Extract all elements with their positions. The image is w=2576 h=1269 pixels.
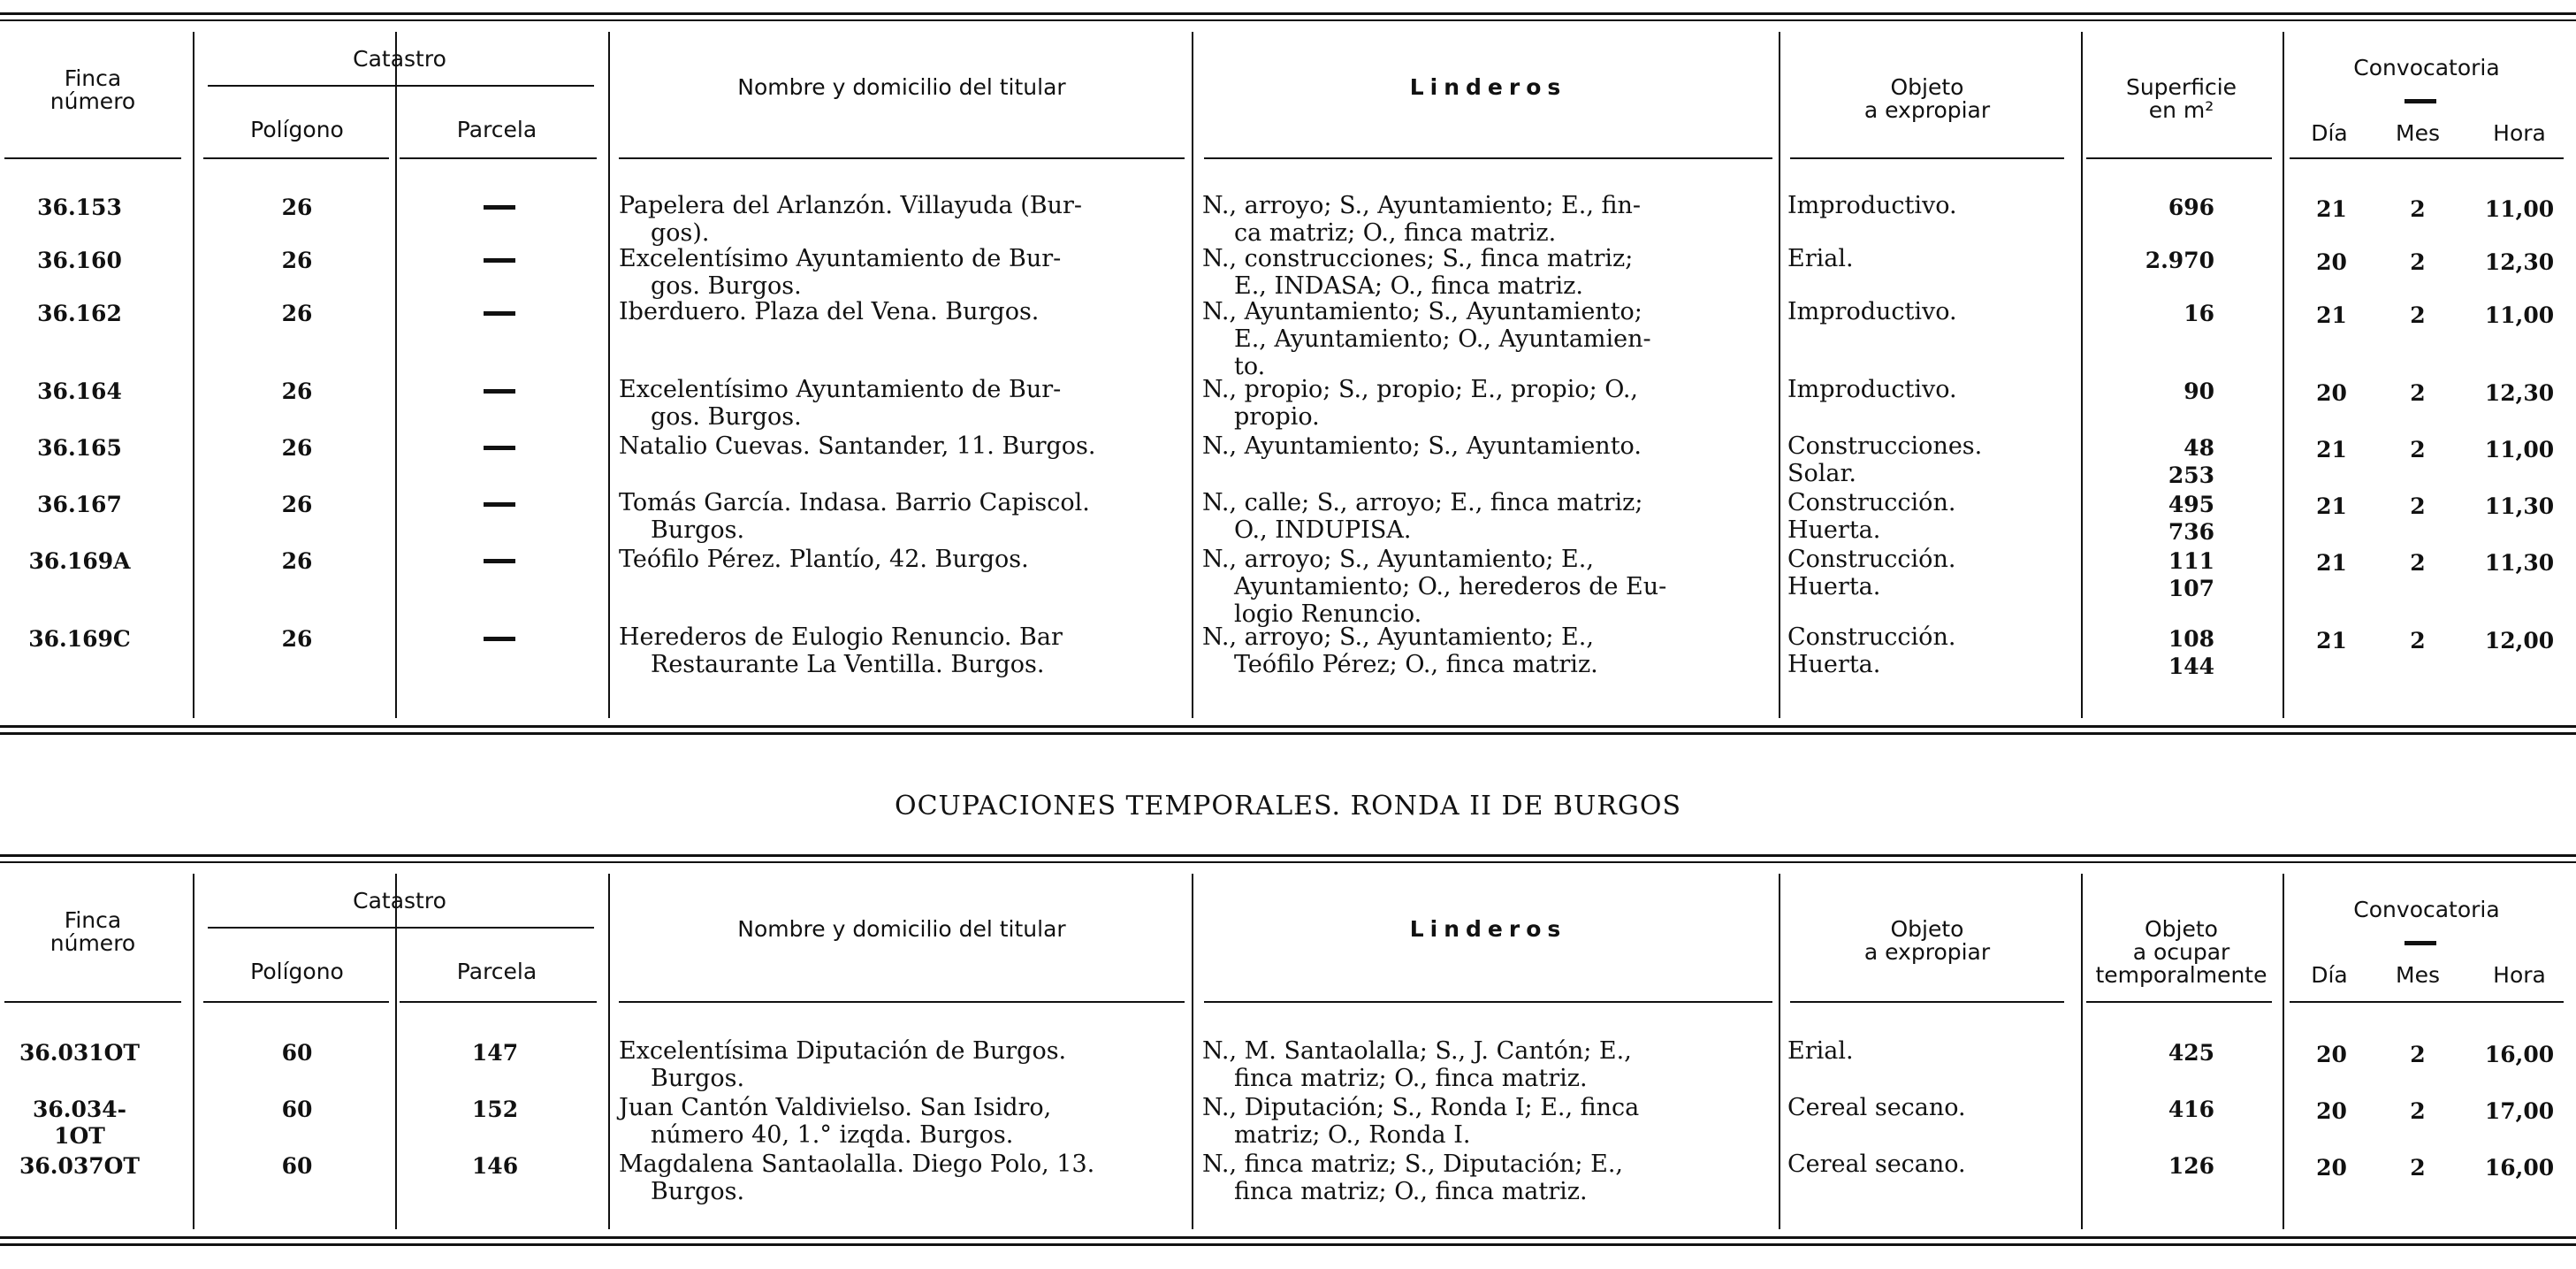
table1-cell-mes: 2 xyxy=(2410,628,2426,654)
table1-header-dia: Día xyxy=(2311,120,2348,146)
table2-cell-linderos: finca matriz; O., finca matriz. xyxy=(1234,1178,1588,1205)
table2-cell-titular: Burgos. xyxy=(651,1178,745,1205)
table1-cell-objeto: Improductivo. xyxy=(1787,298,1957,325)
table1-cell-titular: Burgos. xyxy=(651,516,745,544)
table2-cell-mes: 2 xyxy=(2410,1042,2426,1067)
table2-header-underline xyxy=(2290,1001,2564,1003)
table1-bottom-rule-2 xyxy=(0,732,2576,735)
table1-header-underline xyxy=(400,157,597,159)
table1-cell-superficie: 144 xyxy=(2168,654,2214,679)
table2-header-underline xyxy=(619,1001,1185,1003)
table1-cell-linderos: N., Ayuntamiento; S., Ayuntamiento; xyxy=(1202,298,1642,325)
table1-cell-superficie: 253 xyxy=(2168,462,2214,488)
table1-cell-superficie: 48 xyxy=(2184,435,2214,461)
table2-header-objeto: Objeto a expropiar xyxy=(1863,916,1991,965)
table2-cell-hora: 16,00 xyxy=(2484,1042,2555,1067)
table2-cell-linderos: N., M. Santaolalla; S., J. Cantón; E., xyxy=(1202,1037,1632,1065)
table2-cell-finca: 36.031OT xyxy=(19,1040,141,1066)
table1-cell-titular: gos). xyxy=(651,219,710,247)
table2-header-linderos: Linderos xyxy=(1409,916,1567,942)
table1-cell-superficie: 16 xyxy=(2184,301,2214,326)
table1-cell-titular: Excelentísimo Ayuntamiento de Bur- xyxy=(619,376,1062,403)
table2-cell-parcela: 152 xyxy=(471,1097,519,1122)
table1-cell-mes: 2 xyxy=(2410,196,2426,222)
table1-cell-dia: 21 xyxy=(2316,196,2347,222)
table1-catastro-divider xyxy=(395,101,397,157)
table1-cell-dia: 20 xyxy=(2316,249,2347,275)
table2-header-parcela: Parcela xyxy=(456,959,537,984)
table1-cell-objeto: Improductivo. xyxy=(1787,192,1957,219)
table1-cell-parcela-dash xyxy=(484,311,515,316)
table1-cell-parcela-dash xyxy=(484,258,515,263)
table1-top-rule-2 xyxy=(0,19,2576,21)
table1-cell-poligono: 26 xyxy=(281,548,313,574)
table2-cell-objeto: Erial. xyxy=(1787,1037,1854,1065)
table2-cell-titular: Juan Cantón Valdivielso. San Isidro, xyxy=(619,1094,1052,1121)
table1-header-underline xyxy=(4,157,181,159)
table1-header-titular: Nombre y domicilio del titular xyxy=(737,74,1066,100)
table1-cell-hora: 12,30 xyxy=(2484,380,2555,406)
table2-cell-linderos: N., finca matriz; S., Diputación; E., xyxy=(1202,1151,1623,1178)
table1-col-divider xyxy=(1192,32,1193,718)
table1-header-underline xyxy=(2086,157,2272,159)
table2-cell-parcela: 146 xyxy=(471,1153,519,1179)
table2-header-underline xyxy=(400,1001,597,1003)
table1-cell-finca: 36.153 xyxy=(37,195,122,220)
table2-header-underline xyxy=(2086,1001,2272,1003)
table1-catastro-underline xyxy=(208,85,594,87)
table1-cell-objeto: Huerta. xyxy=(1787,516,1881,544)
table1-cell-parcela-dash xyxy=(484,446,515,450)
table1-cell-linderos: E., INDASA; O., finca matriz. xyxy=(1234,272,1583,300)
table1-header-conv-dash xyxy=(2405,99,2436,103)
table1-cell-superficie: 108 xyxy=(2168,626,2214,652)
table1-cell-linderos: propio. xyxy=(1234,403,1320,431)
table1-bottom-rule xyxy=(0,725,2576,728)
table1-top-rule xyxy=(0,12,2576,15)
table2-cell-linderos: N., Diputación; S., Ronda I; E., finca xyxy=(1202,1094,1640,1121)
table2-col-divider xyxy=(2283,874,2284,1229)
table1-cell-parcela-dash xyxy=(484,389,515,394)
table1-cell-titular: Herederos de Eulogio Renuncio. Bar xyxy=(619,623,1063,651)
table1-header-objeto: Objeto a expropiar xyxy=(1863,74,1991,123)
table2-top-rule-2 xyxy=(0,861,2576,863)
table1-cell-parcela-dash xyxy=(484,637,515,641)
table1-cell-objeto: Construcción. xyxy=(1787,489,1956,516)
table2-col-divider xyxy=(608,874,610,1229)
table2-cell-hora: 17,00 xyxy=(2484,1098,2555,1124)
table2-cell-superficie: 416 xyxy=(2168,1097,2214,1122)
table1-cell-objeto: Solar. xyxy=(1787,460,1857,487)
table2-top-rule xyxy=(0,854,2576,857)
table1-cell-linderos: N., propio; S., propio; E., propio; O., xyxy=(1202,376,1639,403)
table2-cell-parcela: 147 xyxy=(471,1040,519,1066)
table1-cell-mes: 2 xyxy=(2410,380,2426,406)
table1-cell-titular: Teófilo Pérez. Plantío, 42. Burgos. xyxy=(619,546,1029,573)
table1-header-linderos: Linderos xyxy=(1409,74,1567,100)
table2-header-conv-dash xyxy=(2405,941,2436,945)
table1-header-underline xyxy=(619,157,1185,159)
table2-header-catastro: Catastro xyxy=(353,888,446,914)
table1-header-underline xyxy=(203,157,389,159)
table1-cell-objeto: Construcción. xyxy=(1787,546,1956,573)
table1-col-divider xyxy=(2081,32,2083,718)
table1-cell-dia: 21 xyxy=(2316,437,2347,462)
table1-header-hora: Hora xyxy=(2493,120,2546,146)
table1-cell-titular: Restaurante La Ventilla. Burgos. xyxy=(651,651,1045,678)
table1-cell-linderos: N., Ayuntamiento; S., Ayuntamiento. xyxy=(1202,432,1642,460)
table2-header-hora: Hora xyxy=(2493,962,2546,988)
table1-cell-titular: Excelentísimo Ayuntamiento de Bur- xyxy=(619,245,1062,272)
table1-cell-dia: 20 xyxy=(2316,380,2347,406)
table2-col-divider xyxy=(1192,874,1193,1229)
table2-cell-mes: 2 xyxy=(2410,1098,2426,1124)
table2-header-dia: Día xyxy=(2311,962,2348,988)
table1-cell-superficie: 111 xyxy=(2168,548,2214,574)
table1-cell-finca: 36.169A xyxy=(28,548,131,574)
table2-bottom-rule-2 xyxy=(0,1243,2576,1246)
table1-cell-hora: 11,00 xyxy=(2484,437,2555,462)
table1-cell-mes: 2 xyxy=(2410,302,2426,328)
table2-cell-finca: 36.034-1OT xyxy=(32,1097,127,1149)
table1-cell-objeto: Improductivo. xyxy=(1787,376,1957,403)
table2-header-mes: Mes xyxy=(2396,962,2440,988)
table1-cell-finca: 36.160 xyxy=(37,248,122,273)
table1-cell-poligono: 26 xyxy=(281,626,313,652)
table1-cell-poligono: 26 xyxy=(281,195,313,220)
table1-cell-linderos: N., construcciones; S., finca matriz; xyxy=(1202,245,1634,272)
table1-cell-titular: Iberduero. Plaza del Vena. Burgos. xyxy=(619,298,1040,325)
table2-cell-dia: 20 xyxy=(2316,1155,2347,1181)
table2-cell-linderos: matriz; O., Ronda I. xyxy=(1234,1121,1471,1149)
table2-cell-objeto: Cereal secano. xyxy=(1787,1094,1966,1121)
table1-cell-objeto: Construcciones. xyxy=(1787,432,1983,460)
table1-cell-mes: 2 xyxy=(2410,249,2426,275)
table1-cell-dia: 21 xyxy=(2316,493,2347,519)
table1-header-finca: Finca número xyxy=(50,65,136,114)
table1-cell-parcela-dash xyxy=(484,559,515,563)
table2-header-convocatoria: Convocatoria xyxy=(2353,897,2500,922)
table1-col-divider xyxy=(193,32,194,718)
table2-cell-finca: 36.037OT xyxy=(19,1153,141,1179)
table2-cell-linderos: finca matriz; O., finca matriz. xyxy=(1234,1065,1588,1092)
section-title: OCUPACIONES TEMPORALES. RONDA II DE BURGOS xyxy=(894,791,1682,822)
table2-catastro-divider xyxy=(395,943,397,1001)
table1-cell-poligono: 26 xyxy=(281,492,313,517)
table1-cell-hora: 11,30 xyxy=(2484,493,2555,519)
table1-header-underline xyxy=(2290,157,2564,159)
table2-header-underline xyxy=(203,1001,389,1003)
table1-cell-finca: 36.169C xyxy=(28,626,131,652)
table1-cell-objeto: Huerta. xyxy=(1787,651,1881,678)
table1-cell-finca: 36.162 xyxy=(37,301,122,326)
table1-cell-linderos: Ayuntamiento; O., herederos de Eu- xyxy=(1234,573,1667,600)
table2-cell-mes: 2 xyxy=(2410,1155,2426,1181)
table1-header-poligono: Polígono xyxy=(250,117,344,142)
table1-cell-linderos: O., INDUPISA. xyxy=(1234,516,1412,544)
table2-catastro-underline xyxy=(208,927,594,929)
table2-cell-titular: Magdalena Santaolalla. Diego Polo, 13. xyxy=(619,1151,1095,1178)
table1-cell-linderos: E., Ayuntamiento; O., Ayuntamien- xyxy=(1234,325,1651,353)
table2-header-titular: Nombre y domicilio del titular xyxy=(737,916,1066,942)
table1-cell-linderos: Teófilo Pérez; O., finca matriz. xyxy=(1234,651,1598,678)
table1-cell-superficie: 107 xyxy=(2168,576,2214,601)
table2-bottom-rule xyxy=(0,1236,2576,1239)
table1-cell-superficie: 736 xyxy=(2168,519,2214,545)
table1-cell-poligono: 26 xyxy=(281,301,313,326)
table1-cell-finca: 36.165 xyxy=(37,435,122,461)
table2-cell-titular: Excelentísima Diputación de Burgos. xyxy=(619,1037,1067,1065)
table2-cell-titular: número 40, 1.° izqda. Burgos. xyxy=(651,1121,1014,1149)
table1-cell-poligono: 26 xyxy=(281,378,313,404)
table1-cell-linderos: ca matriz; O., finca matriz. xyxy=(1234,219,1557,247)
table1-cell-titular: gos. Burgos. xyxy=(651,272,802,300)
table1-cell-superficie: 696 xyxy=(2168,195,2214,220)
table1-cell-superficie: 495 xyxy=(2168,492,2214,517)
table2-cell-poligono: 60 xyxy=(281,1040,313,1066)
table1-cell-mes: 2 xyxy=(2410,437,2426,462)
table1-cell-superficie: 90 xyxy=(2184,378,2214,404)
table1-cell-mes: 2 xyxy=(2410,493,2426,519)
table1-header-underline xyxy=(1204,157,1772,159)
table2-header-underline xyxy=(4,1001,181,1003)
table1-col-divider xyxy=(608,32,610,718)
table1-cell-objeto: Huerta. xyxy=(1787,573,1881,600)
table2-header-underline xyxy=(1204,1001,1772,1003)
table1-header-underline xyxy=(1790,157,2064,159)
table1-cell-poligono: 26 xyxy=(281,435,313,461)
table2-cell-poligono: 60 xyxy=(281,1097,313,1122)
table2-header-ocupar: Objeto a ocupar temporalmente xyxy=(2095,916,2267,988)
table2-cell-titular: Burgos. xyxy=(651,1065,745,1092)
table1-cell-finca: 36.164 xyxy=(37,378,122,404)
table1-col-divider xyxy=(2283,32,2284,718)
table2-header-underline xyxy=(1790,1001,2064,1003)
table1-cell-linderos: to. xyxy=(1234,353,1266,380)
table1-header-superficie: Superficie en m² xyxy=(2125,74,2237,123)
table1-cell-hora: 11,30 xyxy=(2484,550,2555,576)
table1-cell-titular: Natalio Cuevas. Santander, 11. Burgos. xyxy=(619,432,1096,460)
table1-cell-hora: 11,00 xyxy=(2484,302,2555,328)
table1-cell-hora: 11,00 xyxy=(2484,196,2555,222)
table2-cell-poligono: 60 xyxy=(281,1153,313,1179)
table2-cell-superficie: 126 xyxy=(2168,1153,2214,1179)
table2-header-finca: Finca número xyxy=(50,907,136,956)
table1-cell-dia: 21 xyxy=(2316,302,2347,328)
table1-header-parcela: Parcela xyxy=(456,117,537,142)
table1-cell-linderos: N., arroyo; S., Ayuntamiento; E., xyxy=(1202,623,1594,651)
table1-cell-linderos: logio Renuncio. xyxy=(1234,600,1422,628)
table1-cell-objeto: Erial. xyxy=(1787,245,1854,272)
table2-cell-dia: 20 xyxy=(2316,1042,2347,1067)
table1-cell-linderos: N., calle; S., arroyo; E., finca matriz; xyxy=(1202,489,1643,516)
table2-col-divider xyxy=(1779,874,1780,1229)
table1-cell-titular: gos. Burgos. xyxy=(651,403,802,431)
table1-cell-hora: 12,30 xyxy=(2484,249,2555,275)
table1-cell-parcela-dash xyxy=(484,502,515,507)
table1-cell-mes: 2 xyxy=(2410,550,2426,576)
table1-cell-hora: 12,00 xyxy=(2484,628,2555,654)
table1-cell-linderos: N., arroyo; S., Ayuntamiento; E., xyxy=(1202,546,1594,573)
table1-cell-dia: 21 xyxy=(2316,550,2347,576)
table1-header-mes: Mes xyxy=(2396,120,2440,146)
table1-cell-titular: Papelera del Arlanzón. Villayuda (Bur- xyxy=(619,192,1082,219)
table2-cell-superficie: 425 xyxy=(2168,1040,2214,1066)
table1-cell-titular: Tomás García. Indasa. Barrio Capiscol. xyxy=(619,489,1090,516)
table1-cell-poligono: 26 xyxy=(281,248,313,273)
table1-cell-parcela-dash xyxy=(484,205,515,210)
table2-cell-hora: 16,00 xyxy=(2484,1155,2555,1181)
table1-cell-superficie: 2.970 xyxy=(2145,248,2214,273)
table1-header-convocatoria: Convocatoria xyxy=(2353,55,2500,80)
table1-cell-linderos: N., arroyo; S., Ayuntamiento; E., fin- xyxy=(1202,192,1642,219)
table2-col-divider xyxy=(193,874,194,1229)
table1-cell-finca: 36.167 xyxy=(37,492,122,517)
table1-cell-dia: 21 xyxy=(2316,628,2347,654)
table2-header-poligono: Polígono xyxy=(250,959,344,984)
table1-header-catastro: Catastro xyxy=(353,46,446,72)
table1-cell-objeto: Construcción. xyxy=(1787,623,1956,651)
table2-cell-objeto: Cereal secano. xyxy=(1787,1151,1966,1178)
table2-cell-dia: 20 xyxy=(2316,1098,2347,1124)
